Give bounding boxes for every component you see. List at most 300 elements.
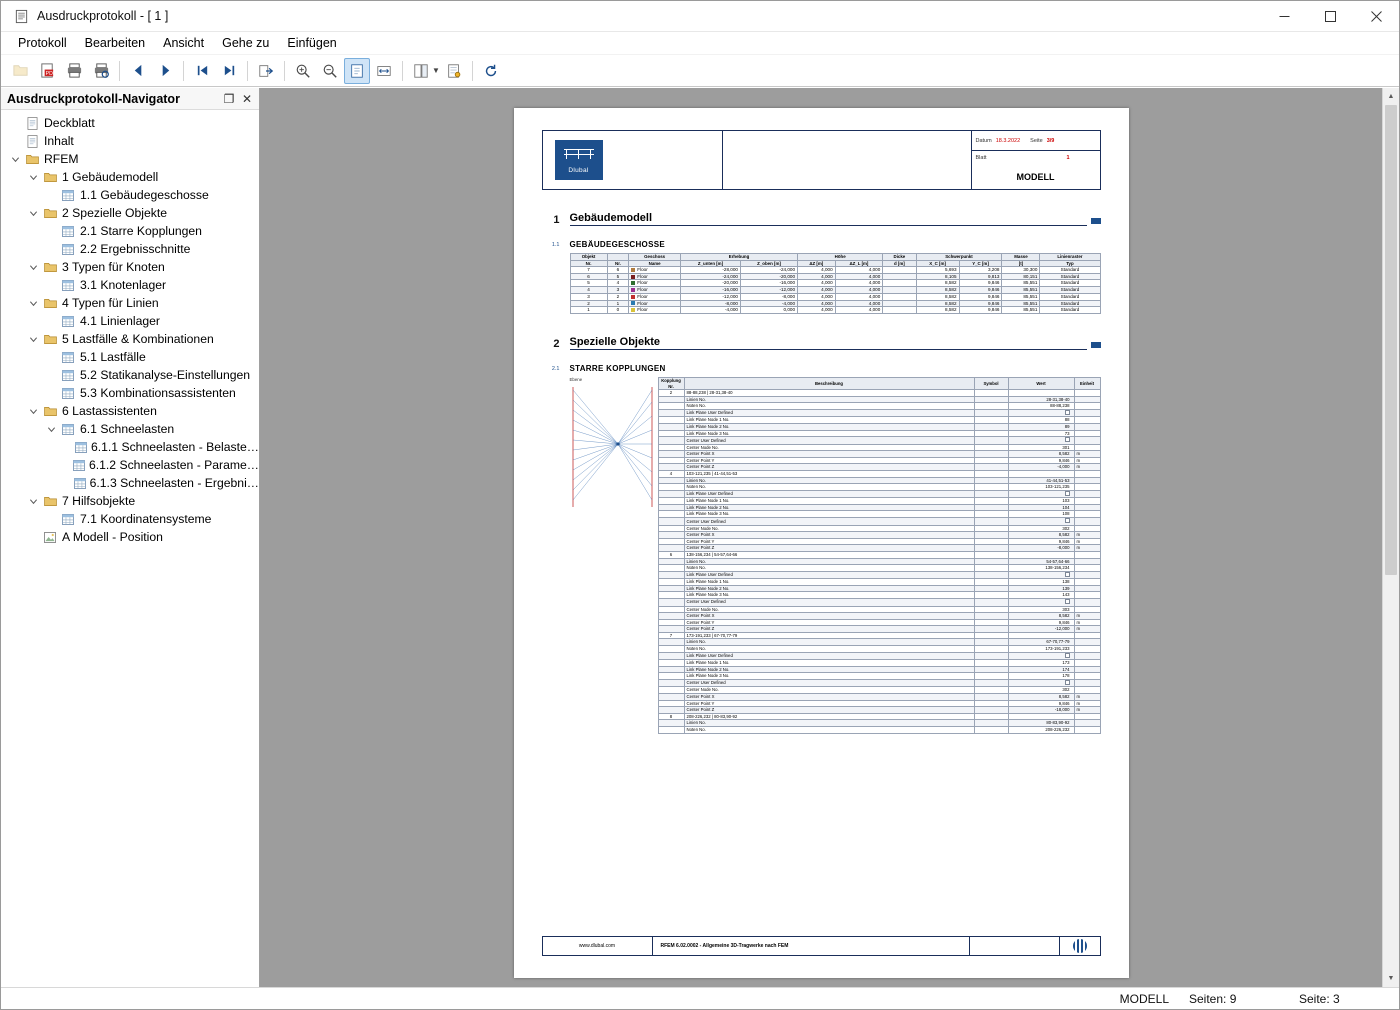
next-page-icon[interactable] [152,58,178,84]
navigator-item-label: A Modell - Position [62,530,163,544]
kopplung-symbol [974,470,1008,477]
table-cell [658,457,684,464]
table-cell: 9,846 [959,293,1002,300]
zoom-in-icon[interactable] [290,58,316,84]
kopplung-value [1008,470,1074,477]
table-row [658,477,1100,484]
table-cell-value: 178 [1008,673,1074,680]
table-row [658,666,1100,673]
starre-kopplungen-table [658,377,1101,733]
table-cell-value: 303 [1008,606,1074,613]
kopplung-unit [1074,390,1100,397]
navigator-item[interactable] [1,204,259,222]
kopplung-figure [570,377,658,733]
table-cell-description: Linien No. [684,558,974,565]
navigator-item[interactable] [1,474,259,492]
previous-page-icon[interactable] [125,58,151,84]
fit-page-icon[interactable] [344,58,370,84]
navigator-item[interactable] [1,402,259,420]
table-cell: -8,000 [681,300,741,307]
page-icon [23,114,41,132]
table-cell: 85,551 [1002,287,1040,294]
open-icon[interactable] [7,58,33,84]
table-column-header: X_C [m] [916,260,959,267]
section-2-1-number: 2.1 [551,366,560,373]
table-cell: 5 [607,273,629,280]
goto-page-icon[interactable] [253,58,279,84]
chevron-down-icon[interactable] [43,420,59,438]
table-cell: -20,000 [740,273,797,280]
table-cell-description: Center Node No. [684,606,974,613]
scrollbar-thumb[interactable] [1385,105,1397,575]
table-cell [658,679,684,687]
table-cell [658,592,684,599]
table-cell-description: Center User Defined [684,518,974,526]
table-cell [658,619,684,626]
table-cell-value: 138-156,234 [1008,565,1074,572]
table-row [570,300,1100,307]
minimize-button[interactable] [1261,1,1307,32]
table-cell [658,444,684,451]
table-icon [59,420,77,438]
table-cell: 8,582 [916,293,959,300]
navigator-item-label: RFEM [44,152,79,166]
navigator-panel [1,88,260,987]
table-icon [59,510,77,528]
table-cell-symbol [974,484,1008,491]
chevron-down-icon[interactable] [7,150,23,168]
table-column-header: Beschreibung [684,378,974,390]
table-cell [883,280,916,287]
table-cell-symbol [974,525,1008,532]
table-icon [59,312,77,330]
table-cell-symbol [974,518,1008,526]
navigator-item[interactable] [1,114,259,132]
table-cell: Standard [1040,293,1100,300]
table-cell-value: 8,582 [1008,532,1074,539]
zoom-out-icon[interactable] [317,58,343,84]
table-cell-value: 143 [1008,592,1074,599]
table-cell-unit [1074,477,1100,484]
navigator-item[interactable] [1,312,259,330]
table-cell-symbol [974,571,1008,579]
navigator-item-label: 3 Typen für Knoten [62,260,165,274]
navigator-item[interactable] [1,222,259,240]
table-cell [658,646,684,653]
table-row [658,660,1100,667]
table-cell-value: 302 [1008,687,1074,694]
datum-value: 18.3.2022 [995,137,1021,144]
kopplung-unit [1074,551,1100,558]
table-cell-description: Center Node No. [684,525,974,532]
table-cell-description: Center User Defined [684,437,974,445]
table-column-header: Wert [1008,378,1074,390]
table-cell: 5,693 [916,267,959,274]
print-icon[interactable] [61,58,87,84]
navigator-item[interactable] [1,294,259,312]
navigator-item[interactable] [1,132,259,150]
table-cell-description: Noten No. [684,726,974,733]
table-cell-symbol [974,598,1008,606]
table-cell: 4,000 [798,293,836,300]
close-button[interactable] [1353,1,1399,32]
table-cell [658,571,684,579]
scroll-up-arrow-icon[interactable]: ▲ [1383,88,1399,105]
navigator-float-button[interactable]: ❐ [223,91,235,106]
table-column-header: ΔZ [m] [798,260,836,267]
table-cell-description: Center Point Y [684,700,974,707]
navigator-item[interactable] [1,510,259,528]
table-cell-value [1008,490,1074,498]
table-cell-unit [1074,592,1100,599]
kopplung-group-row [658,551,1100,558]
table-cell-unit [1074,437,1100,445]
table-cell: 3 [607,287,629,294]
tree-spacer [25,528,41,546]
tree-spacer [43,276,59,294]
chevron-down-icon[interactable] [25,402,41,420]
window-title: Ausdruckprotokoll - [ 1 ] [37,9,169,23]
table-cell-unit [1074,518,1100,526]
document-view[interactable] [260,88,1382,987]
checkbox-icon [1065,410,1070,415]
table-cell [658,437,684,445]
table-cell-symbol [974,660,1008,667]
chapter-1-title: Gebäudemodell [570,212,1087,226]
table-cell-value: 41-44,51-53 [1008,477,1074,484]
menu-protokoll[interactable]: Protokoll [18,36,67,50]
table-cell-description: Center Point Z [684,464,974,471]
chapter-1 [542,212,1101,226]
chevron-down-icon[interactable] [25,330,41,348]
table-row [658,490,1100,498]
table-group-header: Objekt [570,254,607,261]
table-cell-unit [1074,423,1100,430]
table-row [658,423,1100,430]
table-cell-description: Link Plane Node 2 No. [684,423,974,430]
table-cell [658,707,684,714]
table-cell-value: 54-57,64-66 [1008,558,1074,565]
table-cell-symbol [974,720,1008,727]
chevron-down-icon[interactable]: ▼ [432,66,440,75]
chevron-down-icon[interactable] [25,258,41,276]
table-cell: Floor [629,280,681,287]
table-row [658,417,1100,424]
navigator-item-label: 6.1 Schneelasten [80,422,175,436]
navigator-item[interactable] [1,150,259,168]
table-cell: 2 [607,293,629,300]
navigator-item-label: 2 Spezielle Objekte [62,206,168,220]
navigator-item-label: 2.1 Starre Kopplungen [80,224,202,238]
tree-spacer [43,222,59,240]
table-cell-symbol [974,565,1008,572]
table-cell-unit [1074,673,1100,680]
figure-label: Ebene [569,377,583,383]
table-row [658,498,1100,505]
table-cell-description: Center Point X [684,613,974,620]
vertical-scrollbar[interactable] [1382,88,1399,987]
table-cell: 0,000 [740,307,797,314]
table-cell: 85,551 [1002,293,1040,300]
tree-spacer [43,348,59,366]
table-icon [74,438,88,456]
refresh-icon[interactable] [478,58,504,84]
table-cell: -12,000 [681,293,741,300]
section-2-1 [542,364,1101,733]
table-row [658,619,1100,626]
table-cell-unit [1074,558,1100,565]
table-cell [658,532,684,539]
table-cell: 6 [607,267,629,274]
table-cell-unit: m [1074,532,1100,539]
chevron-down-icon[interactable] [25,492,41,510]
print-preview-icon[interactable] [88,58,114,84]
folder-icon [41,492,59,510]
navigator-item[interactable] [1,366,259,384]
table-column-header: Kopplung Nr. [658,378,684,390]
table-cell-unit [1074,720,1100,727]
table-cell: Floor [629,300,681,307]
tree-spacer [61,438,74,456]
checkbox-icon [1065,572,1070,577]
navigator-item-label: Deckblatt [44,116,95,130]
kopplung-number: 4 [658,470,684,477]
table-cell: -20,000 [681,280,741,287]
chevron-down-icon[interactable] [25,204,41,222]
table-row [658,700,1100,707]
menu-gehe-zu[interactable]: Gehe zu [222,36,270,50]
tree-spacer [43,510,59,528]
table-cell-symbol [974,511,1008,518]
table-cell: 3,208 [959,267,1002,274]
navigator-item-label: 5 Lastfälle & Kombinationen [62,332,214,346]
navigator-item[interactable] [1,492,259,510]
blatt-label: Blatt [975,155,987,161]
table-cell: 4,000 [798,273,836,280]
navigator-tree[interactable] [1,110,259,987]
table-cell [658,545,684,552]
table-cell: 9,846 [959,307,1002,314]
table-row [658,694,1100,701]
table-cell [658,613,684,620]
page-setup-icon[interactable] [441,58,467,84]
scrollbar-track[interactable] [1383,105,1399,970]
table-icon [59,240,77,258]
navigator-item[interactable] [1,348,259,366]
toolbar-separator [402,61,403,81]
table-row [658,592,1100,599]
table-cell [658,579,684,586]
table-cell-symbol [974,423,1008,430]
image-icon [41,528,59,546]
tree-spacer [43,312,59,330]
checkbox-icon [1065,491,1070,496]
navigator-item[interactable] [1,330,259,348]
table-cell: 8,582 [916,307,959,314]
table-cell-value: 104 [1008,504,1074,511]
table-cell [658,666,684,673]
kopplung-symbol [974,713,1008,720]
navigator-item-label: 1.1 Gebäudegeschosse [80,188,209,202]
kopplung-value [1008,390,1074,397]
navigator-item[interactable] [1,258,259,276]
folder-icon [41,294,59,312]
table-cell-unit: m [1074,451,1100,458]
navigator-item[interactable] [1,168,259,186]
table-row [658,409,1100,417]
kopplung-value [1008,713,1074,720]
table-cell-description: Center Point Y [684,457,974,464]
table-row [570,293,1100,300]
table-row [658,444,1100,451]
dlubal-logo-icon [555,140,603,180]
page-layout-icon[interactable] [408,58,434,84]
table-row [658,571,1100,579]
kopplung-number: 2 [658,390,684,397]
navigator-item[interactable] [1,420,259,438]
table-group-header: Schwerpunkt [916,254,1002,261]
table-cell: -4,000 [740,300,797,307]
table-cell-symbol [974,679,1008,687]
first-page-icon[interactable] [189,58,215,84]
table-cell-value: 103-121,235 [1008,484,1074,491]
table-column-header: Einheit [1074,378,1100,390]
window-controls [1261,1,1399,32]
table-cell-symbol [974,451,1008,458]
section-1-1-number: 1.1 [551,242,560,248]
navigator-item[interactable] [1,384,259,402]
table-cell: 6 [570,273,607,280]
menu-ansicht[interactable]: Ansicht [163,36,205,50]
table-cell [658,464,684,471]
table-row [658,511,1100,518]
chapter-marker-icon [1091,218,1101,224]
table-cell-symbol [974,694,1008,701]
table-cell-value [1008,598,1074,606]
table-cell-value: 103 [1008,498,1074,505]
table-cell [658,498,684,505]
table-cell-value: 80-83,90-92 [1008,720,1074,727]
navigator-item[interactable] [1,456,259,474]
export-pdf-icon[interactable] [34,58,60,84]
table-cell [658,423,684,430]
table-cell-symbol [974,700,1008,707]
table-cell-description: Center Point X [684,532,974,539]
kopplung-title: 173-191,233 | 67-70,77-79 [684,632,974,639]
table-cell-description: Link Plane User Defined [684,571,974,579]
report-header-right [972,131,1100,189]
folder-icon [41,168,59,186]
table-column-header: ΔZ_L [m] [835,260,883,267]
table-cell-description: Center Node No. [684,444,974,451]
table-cell-value: 139 [1008,585,1074,592]
navigator-item[interactable] [1,276,259,294]
menu-bearbeiten[interactable]: Bearbeiten [84,36,146,50]
table-cell [883,287,916,294]
table-cell-unit [1074,430,1100,437]
table-row [658,687,1100,694]
table-row [658,579,1100,586]
navigator-item-label: 6 Lastassistenten [62,404,157,418]
chevron-down-icon[interactable] [25,168,41,186]
table-row [658,484,1100,491]
navigator-item[interactable] [1,438,259,456]
chevron-down-icon[interactable] [25,294,41,312]
fit-width-icon[interactable] [371,58,397,84]
table-cell-unit [1074,679,1100,687]
table-cell: Standard [1040,300,1100,307]
folder-icon [41,204,59,222]
table-cell [658,720,684,727]
table-row [658,679,1100,687]
table-cell-symbol [974,545,1008,552]
table-cell-unit [1074,652,1100,660]
table-cell: 3 [570,293,607,300]
table-cell [658,430,684,437]
table-row [658,518,1100,526]
table-cell-description: Center Point Z [684,626,974,633]
last-page-icon[interactable] [216,58,242,84]
table-cell: -12,000 [740,287,797,294]
navigator-close-button[interactable]: ✕ [241,91,253,106]
table-cell-description: Link Plane User Defined [684,409,974,417]
table-row [658,652,1100,660]
table-cell-symbol [974,585,1008,592]
navigator-item[interactable] [1,240,259,258]
table-column-header: Z_unten [m] [681,260,741,267]
checkbox-icon [1065,653,1070,658]
table-row [658,403,1100,410]
status-page: Seite: 3 [1299,991,1340,1006]
table-cell [658,687,684,694]
section-2-1-title: STARRE KOPPLUNGEN [569,364,666,374]
navigator-item-label: 4.1 Linienlager [80,314,160,328]
tree-spacer [43,186,59,204]
table-cell [658,396,684,403]
table-row [658,464,1100,471]
table-group-header: Linienraster [1040,254,1100,261]
navigator-item[interactable] [1,528,259,546]
table-cell-value [1008,437,1074,445]
menu-einfuegen[interactable]: Einfügen [287,36,337,50]
table-cell-value: 8,582 [1008,694,1074,701]
table-row [658,673,1100,680]
table-row [658,558,1100,565]
table-cell: -16,000 [681,287,741,294]
table-cell-value: 9,846 [1008,538,1074,545]
navigator-item[interactable] [1,186,259,204]
report-page [514,108,1129,978]
navigator-item-label: 2.2 Ergebnisschnitte [80,242,191,256]
maximize-button[interactable] [1307,1,1353,32]
table-cell-description: Link Plane Node 1 No. [684,498,974,505]
table-cell-unit [1074,726,1100,733]
table-cell: 9,846 [959,280,1002,287]
table-icon [59,222,77,240]
table-cell [658,490,684,498]
scroll-down-arrow-icon[interactable]: ▼ [1383,970,1399,987]
table-cell-value: 173 [1008,660,1074,667]
table-cell: Floor [629,267,681,274]
table-cell-symbol [974,464,1008,471]
table-cell-unit: m [1074,707,1100,714]
kopplung-group-row [658,713,1100,720]
status-pages: Seiten: 9 [1189,991,1237,1006]
section-1-1 [542,240,1101,314]
tree-spacer [7,132,23,150]
status-model: MODELL [1119,991,1169,1006]
table-cell: Floor [629,293,681,300]
